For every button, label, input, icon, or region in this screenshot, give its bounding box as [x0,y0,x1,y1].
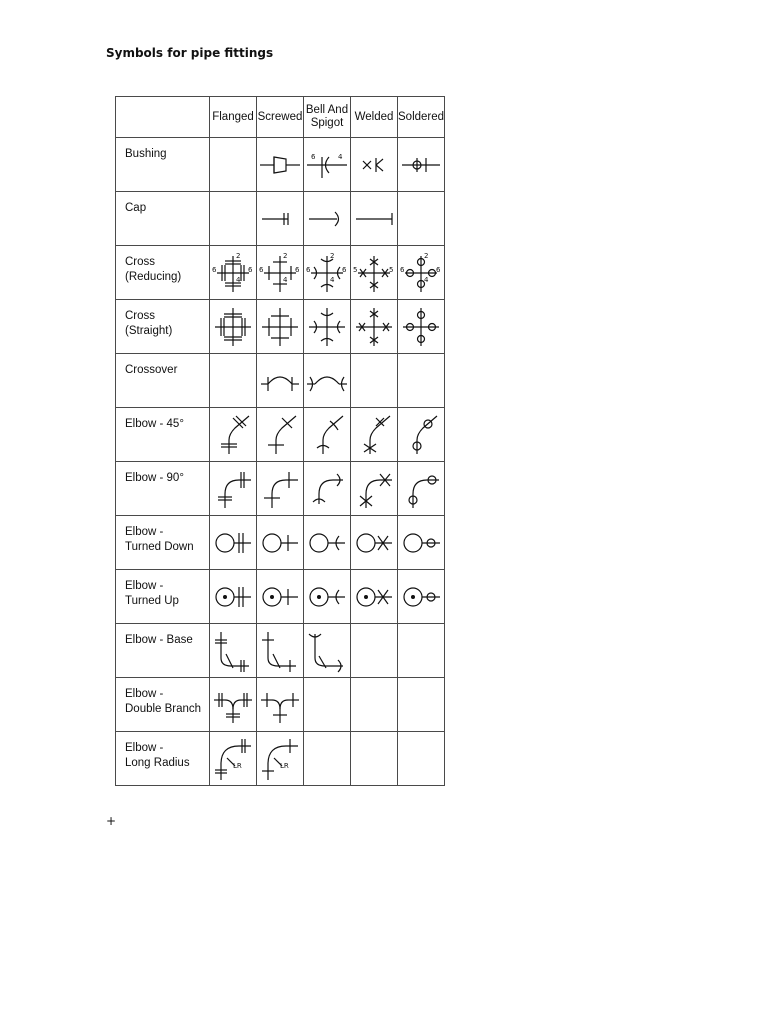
size-label: 6 [259,265,264,274]
symbols-table-container [115,96,445,786]
elbow-long-radius-screwed-icon [258,736,302,782]
size-label: LR [280,761,289,770]
elbow-turned-up-bell-spigot-icon [305,580,349,614]
cell-empty [351,732,398,786]
size-label: 6 [306,265,311,274]
table-row [116,570,445,624]
table-row [116,300,445,354]
cell-empty [398,354,445,408]
cross-reducing-soldered-icon [399,250,443,296]
row-label-elbow-turned-down: Elbow - Turned Down [116,516,210,570]
table-row [116,354,445,408]
header-flanged: Flanged [210,97,257,138]
cell-empty [351,354,398,408]
header-bell-and-spigot: Bell And Spigot [304,97,351,138]
size-label: 6 [311,152,316,161]
cell-empty [304,732,351,786]
bushing-welded-icon [352,148,396,182]
crossover-bell-spigot-icon [305,364,349,398]
cell-empty [351,624,398,678]
elbow-long-radius-flanged-icon [211,736,255,782]
size-label: 6 [248,265,253,274]
row-label-elbow-45: Elbow - 45° [116,408,210,462]
elbow-45-soldered-icon [399,412,443,458]
elbow-base-flanged-icon [211,628,255,674]
cross-straight-soldered-icon [399,304,443,350]
elbow-double-branch-flanged-icon [211,685,255,725]
cap-bell-spigot-icon [305,202,349,236]
header-screwed: Screwed [257,97,304,138]
cell-empty [398,678,445,732]
elbow-45-flanged-icon [211,412,255,458]
size-label: 4 [283,275,288,284]
elbow-turned-up-soldered-icon [399,580,443,614]
size-label: 5 [389,265,394,274]
cell-empty [398,192,445,246]
elbow-turned-down-soldered-icon [399,526,443,560]
size-label: 2 [283,251,288,260]
cell-empty [351,678,398,732]
elbow-turned-down-screwed-icon [258,526,302,560]
elbow-turned-up-welded-icon [352,580,396,614]
header-welded: Welded [351,97,398,138]
row-label-cross-straight: Cross (Straight) [116,300,210,354]
cross-straight-flanged-icon [211,304,255,350]
cap-welded-icon [352,202,396,236]
table-row [116,516,445,570]
cell-empty [210,354,257,408]
row-label-elbow-long-radius: Elbow - Long Radius [116,732,210,786]
size-label: LR [233,761,242,770]
elbow-45-screwed-icon [258,412,302,458]
table-row [116,624,445,678]
size-label: 6 [212,265,217,274]
size-label: 4 [330,275,335,284]
size-label: 6 [342,265,347,274]
size-label: 4 [338,152,343,161]
size-label: 2 [424,251,429,260]
cell-empty [398,624,445,678]
cross-straight-bell-spigot-icon [305,304,349,350]
size-label: 6 [295,265,300,274]
table-row [116,192,445,246]
row-label-bushing: Bushing [116,138,210,192]
size-label: 4 [236,275,241,284]
pipe-fitting-symbols-table [115,96,445,786]
cell-empty [304,678,351,732]
cross-reducing-screwed-icon [258,250,302,296]
elbow-45-bell-spigot-icon [305,412,349,458]
elbow-base-screwed-icon [258,628,302,674]
table-row [116,408,445,462]
elbow-turned-up-flanged-icon [211,580,255,614]
table-row [116,246,445,300]
cell-empty [210,138,257,192]
cross-straight-welded-icon [352,304,396,350]
cap-screwed-icon [258,202,302,236]
bushing-bell-spigot-icon [305,148,349,182]
document-title: Symbols for pipe fittings [106,46,274,60]
header-soldered: Soldered [398,97,445,138]
row-label-elbow-double-branch: Elbow - Double Branch [116,678,210,732]
table-row [116,678,445,732]
bushing-screwed-icon [258,148,302,182]
table-row [116,138,445,192]
bushing-soldered-icon [399,148,443,182]
elbow-turned-up-screwed-icon [258,580,302,614]
elbow-double-branch-screwed-icon [258,685,302,725]
elbow-turned-down-welded-icon [352,526,396,560]
row-label-cross-reducing: Cross (Reducing) [116,246,210,300]
elbow-base-bell-spigot-icon [305,628,349,674]
elbow-turned-down-bell-spigot-icon [305,526,349,560]
cross-straight-screwed-icon [258,304,302,350]
size-label: 4 [424,275,429,284]
header-row [116,97,445,138]
size-label: 2 [330,251,335,260]
size-label: 2 [236,251,241,260]
elbow-45-welded-icon [352,412,396,458]
table-row [116,732,445,786]
crossover-screwed-icon [258,364,302,398]
size-label: 6 [400,265,405,274]
table-row [116,462,445,516]
elbow-90-screwed-icon [258,466,302,512]
row-label-crossover: Crossover [116,354,210,408]
size-label: 6 [436,265,441,274]
cross-reducing-bell-spigot-icon [305,250,349,296]
cell-empty [210,192,257,246]
row-label-cap: Cap [116,192,210,246]
header-blank [116,97,210,138]
row-label-elbow-90: Elbow - 90° [116,462,210,516]
elbow-90-welded-icon [352,466,396,512]
paragraph-marker: + [106,814,117,828]
elbow-90-bell-spigot-icon [305,466,349,512]
elbow-90-flanged-icon [211,466,255,512]
row-label-elbow-base: Elbow - Base [116,624,210,678]
elbow-90-soldered-icon [399,466,443,512]
cross-reducing-flanged-icon [211,250,255,296]
row-label-elbow-turned-up: Elbow - Turned Up [116,570,210,624]
cell-empty [398,732,445,786]
size-label: 5 [353,265,358,274]
cross-reducing-welded-icon [352,250,396,296]
elbow-turned-down-flanged-icon [211,526,255,560]
